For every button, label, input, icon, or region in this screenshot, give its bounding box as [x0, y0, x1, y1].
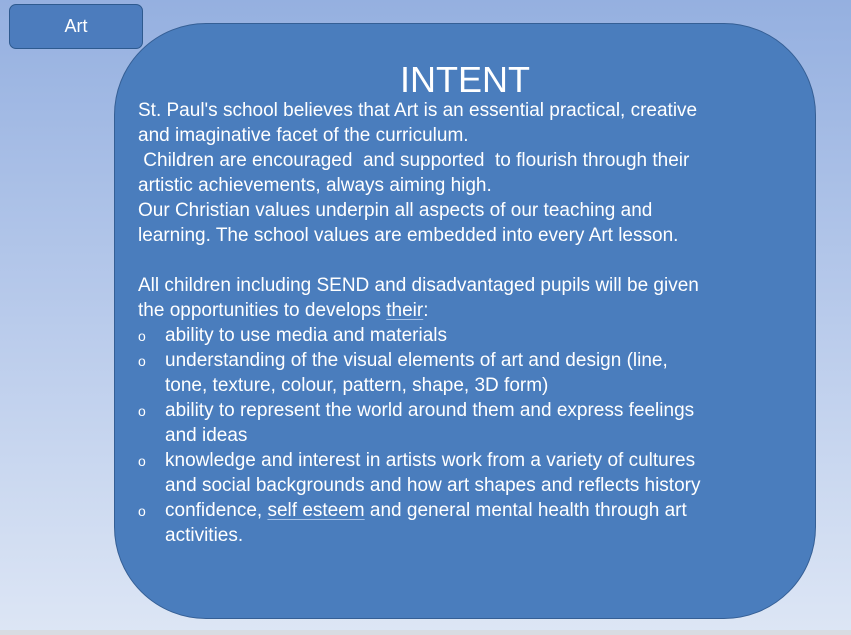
- intro-line: and imaginative facet of the curriculum.: [138, 125, 469, 146]
- bullet-circle-icon: o: [138, 453, 146, 469]
- bullet-item: [138, 498, 798, 548]
- bullet-item: [138, 348, 798, 398]
- bullet-text: activities.: [165, 525, 244, 546]
- bullet-text: ability to represent the world around them and express feelings: [165, 400, 695, 421]
- bullet-prefix: confidence,: [165, 500, 268, 521]
- tab-art[interactable]: [9, 4, 143, 49]
- bottom-edge-strip: [0, 630, 851, 635]
- bullet-circle-icon: o: [138, 503, 146, 519]
- bullet-item: [138, 448, 798, 498]
- bullet-text: ability to use media and materials: [165, 325, 447, 346]
- spellcheck-underlined-word: self esteem: [267, 500, 365, 521]
- intro-line: Children are encouraged and supported to flourish through their: [138, 150, 690, 171]
- bullet-text: knowledge and interest in artists work from a variety of cultures: [165, 450, 696, 471]
- send-line: [138, 298, 798, 323]
- bullet-circle-icon: o: [138, 353, 146, 369]
- bullet-circle-icon: o: [138, 403, 146, 419]
- intro-line: learning. The school values are embedded into every Art lesson.: [138, 225, 679, 246]
- bullet-circle-icon: o: [138, 328, 146, 344]
- bullet-suffix: and general mental health through art: [364, 500, 687, 521]
- send-line: All children including SEND and disadvantaged pupils will be given: [138, 275, 699, 296]
- intro-line: St. Paul's school believes that Art is an essential practical, creative: [138, 100, 698, 121]
- tab-art-label: Art: [64, 16, 88, 36]
- bullet-text: tone, texture, colour, pattern, shape, 3D form): [165, 375, 549, 396]
- panel-content: [138, 98, 798, 548]
- bullet-text: understanding of the visual elements of art and design (line,: [165, 350, 668, 371]
- paragraph-spacer: [138, 248, 798, 273]
- spellcheck-underlined-word: their: [386, 300, 424, 321]
- bullet-item: [138, 323, 798, 348]
- send-line-text: the opportunities to develops: [138, 300, 387, 321]
- intro-line: Our Christian values underpin all aspects of our teaching and: [138, 200, 653, 221]
- panel-title: INTENT: [400, 59, 530, 100]
- send-line-suffix: :: [423, 300, 429, 321]
- bullet-item: [138, 398, 798, 448]
- bullet-text: and social backgrounds and how art shapes and reflects history: [165, 475, 701, 496]
- bullet-text: and ideas: [165, 425, 248, 446]
- bullet-text: [165, 498, 798, 523]
- intro-line: artistic achievements, always aiming high.: [138, 175, 492, 196]
